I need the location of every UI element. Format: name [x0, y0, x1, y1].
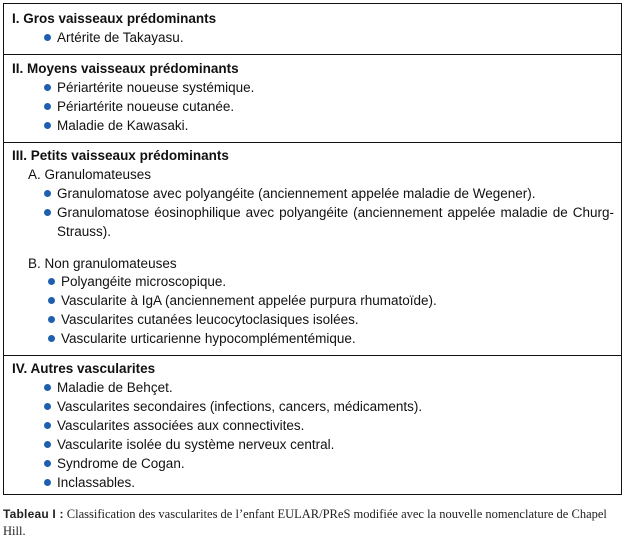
divider — [4, 142, 621, 143]
bullet-icon — [48, 278, 55, 285]
section-heading: II. Moyens vaisseaux prédominants — [12, 61, 239, 76]
list-item: Polyangéite microscopique. — [61, 272, 226, 291]
subsection-label: B. Non granulomateuses — [28, 256, 177, 271]
bullet-icon — [44, 422, 51, 429]
list-item: Vascularites cutanées leucocytoclasiques isolées. — [61, 310, 359, 329]
bullet-icon — [48, 297, 55, 304]
bullet-icon — [44, 479, 51, 486]
subsection-label: A. Granulomateuses — [28, 167, 152, 182]
bullet-icon — [44, 384, 51, 391]
list-item: Périartérite noueuse systémique. — [57, 78, 254, 97]
bullet-icon — [44, 403, 51, 410]
list-item: Syndrome de Cogan. — [57, 454, 185, 473]
bullet-icon — [44, 460, 51, 467]
list-item: Granulomatose avec polyangéite (anciennement appelée maladie de Wegener). — [57, 184, 536, 203]
list-item: Vascularite urticarienne hypocomplémentémique. — [61, 329, 356, 348]
list-item: Vascularites associées aux connectivites. — [57, 416, 304, 435]
bullet-icon — [44, 103, 51, 110]
section-heading: IV. Autres vascularites — [12, 361, 156, 376]
table-caption — [3, 506, 622, 540]
list-item: Vascularites secondaires (infections, cancers, médicaments). — [57, 397, 422, 416]
caption-text: Classification des vascularites de l’enfant EULAR/PReS modifiée avec la nouvelle nomenclature de Chapel Hill. — [3, 507, 607, 538]
list-item: Granulomatose éosinophilique avec polyangéite (anciennement appelée maladie de Churg-Strauss). — [57, 203, 614, 241]
bullet-icon — [44, 84, 51, 91]
list-item: Artérite de Takayasu. — [57, 28, 184, 47]
bullet-icon — [44, 190, 51, 197]
bullet-icon — [48, 335, 55, 342]
list-item: Maladie de Behçet. — [57, 378, 173, 397]
divider — [4, 54, 621, 55]
bullet-icon — [44, 34, 51, 41]
section-heading: III. Petits vaisseaux prédominants — [12, 148, 229, 163]
bullet-icon — [44, 441, 51, 448]
list-item: Inclassables. — [57, 473, 135, 492]
bullet-icon — [48, 316, 55, 323]
list-item: Maladie de Kawasaki. — [57, 116, 188, 135]
section-heading: I. Gros vaisseaux prédominants — [12, 11, 217, 26]
bullet-icon — [44, 209, 51, 216]
list-item: Périartérite noueuse cutanée. — [57, 97, 234, 116]
divider — [4, 355, 621, 356]
caption-label: Tableau I : — [3, 507, 64, 521]
bullet-icon — [44, 122, 51, 129]
classification-table — [3, 3, 622, 495]
list-item: Vascularite à IgA (anciennement appelée purpura rhumatoïde). — [61, 291, 437, 310]
list-item: Vascularite isolée du système nerveux central. — [57, 435, 334, 454]
